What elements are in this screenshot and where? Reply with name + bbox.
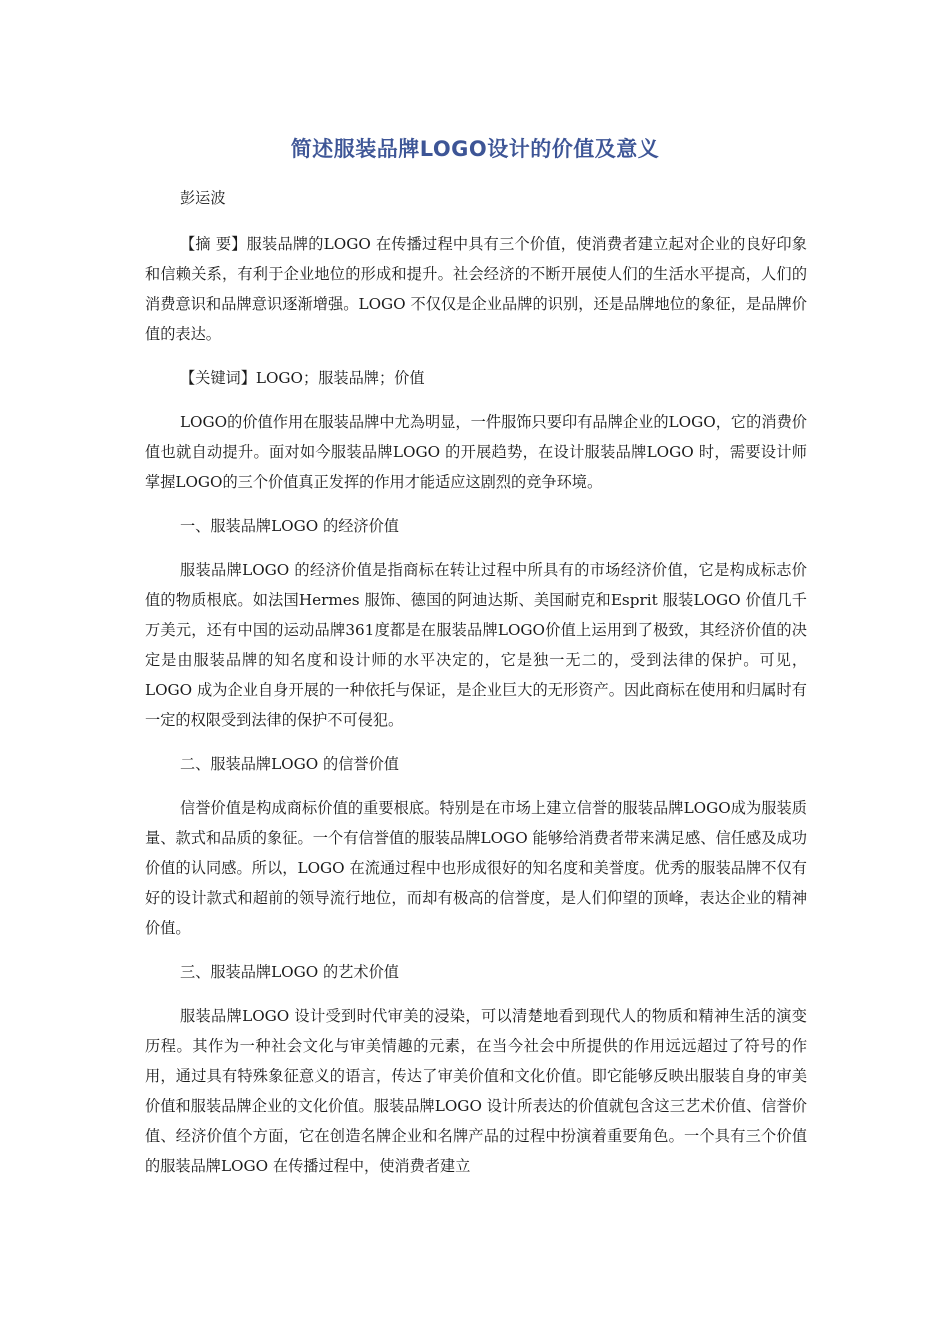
author-name: 彭运波 <box>179 189 226 207</box>
section-body-credit: 信誉价值是构成商标价值的重要根底。特别是在市场上建立信誉的服装品牌LOGO成为服装质量、款式和品质的象征。一个有信誉值的服装品牌LOGO 能够给消费者带来满足感、信任感及成功价值的认同感。所以，LOGO 在流通过程中也形成很好的知名度和美誉度。优秀的服装品牌不仅有好的设计款式和超前的领导流行地位，而却有极高的信誉度，是人们仰望的顶峰，表达企业的精神价值。 <box>145 799 807 937</box>
section-heading-economic: 一、服装品牌LOGO 的经济价值 <box>179 517 399 535</box>
section-heading-art: 三、服装品牌LOGO 的艺术价值 <box>179 963 399 981</box>
section-body-art: 服装品牌LOGO 设计受到时代审美的浸染，可以清楚地看到现代人的物质和精神生活的演变历程。其作为一种社会文化与审美情趣的元素，在当今社会中所提供的作用远远超过了符号的作用，通过具有特殊象征意义的语言，传达了审美价值和文化价值。即它能够反映出服装自身的审美价值和服装品牌企业的文化价值。服装品牌LOGO 设计所表达的价值就包含这三艺术价值、信誉价值、经济价值个方面，它在创造名牌企业和名牌产品的过程中扮演着重要角色。一个具有三个价值的服装品牌LOGO 在传播过程中，使消费者建立 <box>145 1007 807 1175</box>
page-title: 简述服装品牌LOGO设计的价值及意义 <box>290 137 660 161</box>
article-body <box>145 183 807 1195</box>
section-body-economic: 服装品牌LOGO 的经济价值是指商标在转让过程中所具有的市场经济价值，它是构成标志价值的物质根底。如法国Hermes 服饰、德国的阿迪达斯、美国耐克和Esprit 服装LOGO 价值几千万美元，还有中国的运动品牌361度都是在服装品牌LOGO价值上运用到了极致，其经济价值的决定是由服装品牌的知名度和设计师的水平决定的，它是独一无二的，受到法律的保护。可见，LOGO 成为企业自身开展的一种依托与保证，是企业巨大的无形资产。因此商标在使用和归属时有一定的权限受到法律的保护不可侵犯。 <box>145 561 807 729</box>
keywords-paragraph: 【关键词】LOGO；服装品牌；价值 <box>179 369 425 387</box>
section-heading-credit: 二、服装品牌LOGO 的信誉价值 <box>179 755 399 773</box>
intro-paragraph: LOGO的价值作用在服装品牌中尤為明显，一件服饰只要印有品牌企业的LOGO，它的消费价值也就自动提升。面对如今服装品牌LOGO 的开展趋势，在设计服装品牌LOGO 时，需要设计师掌握LOGO的三个价值真正发挥的作用才能适应这剧烈的竞争环境。 <box>145 413 807 491</box>
abstract-paragraph: 【摘 要】服装品牌的LOGO 在传播过程中具有三个价值，使消费者建立起对企业的良好印象和信赖关系，有利于企业地位的形成和提升。社会经济的不断开展使人们的生活水平提高，人们的消费意识和品牌意识逐渐增强。LOGO 不仅仅是企业品牌的识别，还是品牌地位的象征，是品牌价值的表达。 <box>145 235 807 343</box>
